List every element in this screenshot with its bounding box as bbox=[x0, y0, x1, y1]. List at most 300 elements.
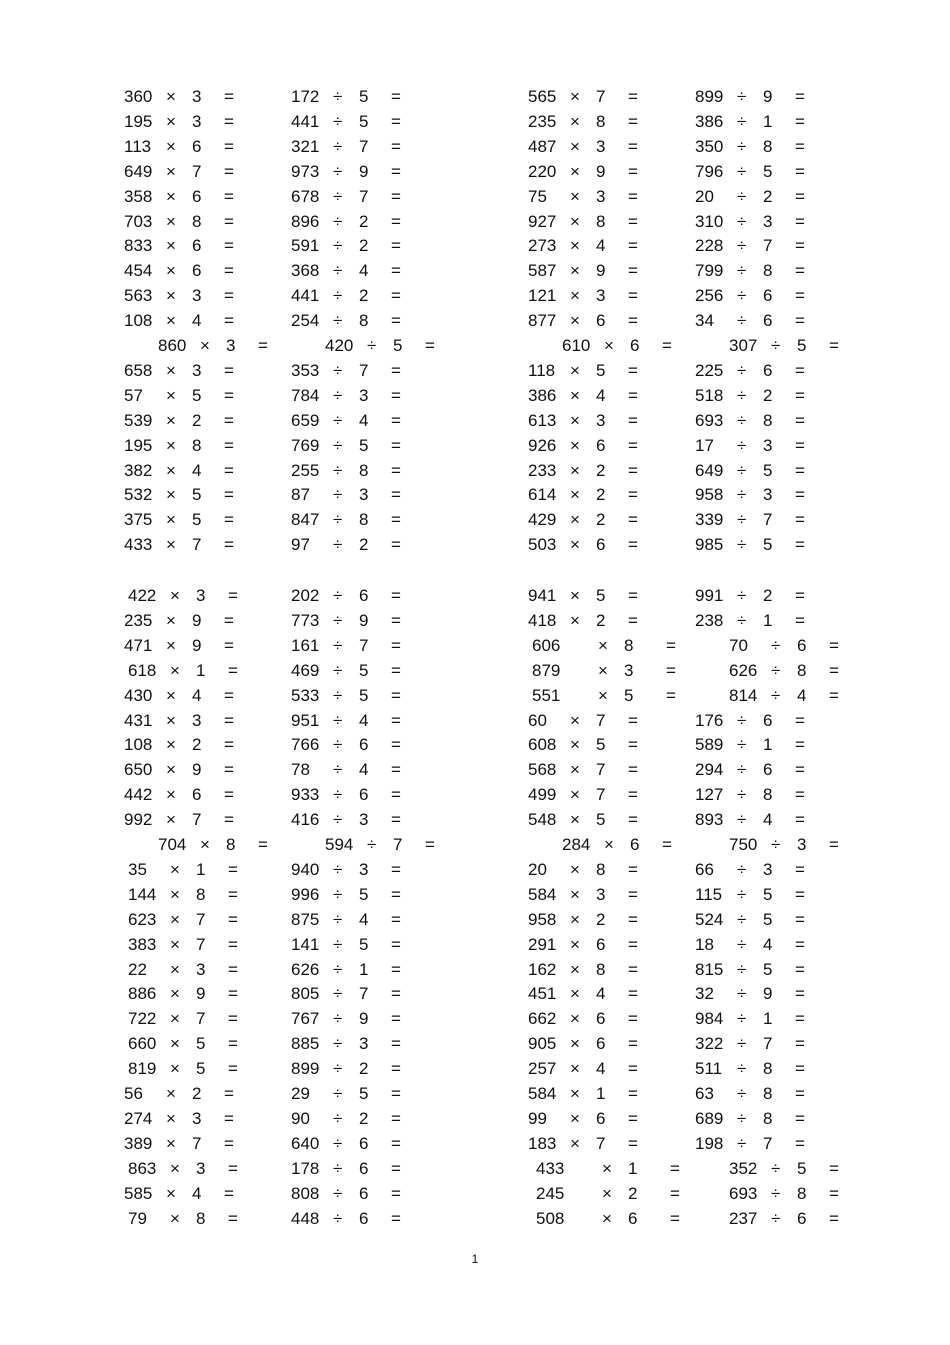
operator: ÷ bbox=[333, 635, 343, 655]
operator: ÷ bbox=[737, 760, 747, 780]
equals-sign: = bbox=[391, 460, 401, 480]
second-operand: 3 bbox=[192, 360, 202, 380]
first-operand: 127 bbox=[695, 785, 724, 805]
operator: ÷ bbox=[333, 586, 343, 605]
operator: × bbox=[200, 835, 210, 854]
equals-sign: = bbox=[224, 211, 234, 231]
first-operand: 860 bbox=[158, 336, 187, 355]
operator: × bbox=[200, 336, 210, 355]
first-operand: 905 bbox=[528, 1034, 557, 1054]
equals-sign: = bbox=[391, 586, 401, 605]
first-operand: 773 bbox=[291, 610, 320, 630]
equals-sign: = bbox=[391, 136, 401, 156]
second-operand: 6 bbox=[763, 710, 773, 730]
equals-sign: = bbox=[224, 610, 234, 630]
second-operand: 2 bbox=[596, 510, 606, 530]
first-operand: 649 bbox=[695, 460, 724, 480]
second-operand: 3 bbox=[192, 286, 202, 306]
first-operand: 941 bbox=[528, 586, 557, 605]
first-operand: 422 bbox=[128, 586, 157, 605]
second-operand: 6 bbox=[192, 785, 202, 805]
operator: × bbox=[166, 810, 176, 830]
second-operand: 8 bbox=[763, 785, 773, 805]
operator: × bbox=[166, 685, 176, 705]
equals-sign: = bbox=[795, 385, 805, 405]
equals-sign: = bbox=[224, 1183, 234, 1203]
first-operand: 35 bbox=[128, 859, 147, 879]
first-operand: 815 bbox=[695, 959, 724, 979]
second-operand: 1 bbox=[763, 735, 773, 755]
second-operand: 5 bbox=[596, 360, 606, 380]
second-operand: 4 bbox=[596, 385, 606, 405]
operator: × bbox=[570, 236, 580, 256]
operator: ÷ bbox=[737, 111, 747, 131]
second-operand: 6 bbox=[596, 1034, 606, 1054]
first-operand: 649 bbox=[124, 161, 153, 181]
first-operand: 951 bbox=[291, 710, 320, 730]
operator: ÷ bbox=[771, 1158, 781, 1178]
operator: ÷ bbox=[333, 485, 343, 505]
first-operand: 118 bbox=[528, 360, 556, 380]
operator: × bbox=[570, 535, 580, 555]
operator: × bbox=[598, 635, 608, 655]
second-operand: 8 bbox=[596, 111, 606, 131]
second-operand: 6 bbox=[630, 835, 640, 854]
operator: × bbox=[170, 1009, 180, 1029]
second-operand: 8 bbox=[596, 211, 606, 231]
second-operand: 6 bbox=[192, 186, 202, 206]
second-operand: 4 bbox=[192, 685, 202, 705]
first-operand: 17 bbox=[695, 435, 714, 455]
equals-sign: = bbox=[795, 186, 805, 206]
operator: ÷ bbox=[771, 835, 781, 854]
first-operand: 623 bbox=[128, 909, 157, 929]
equals-sign: = bbox=[795, 1108, 805, 1128]
equals-sign: = bbox=[391, 1208, 401, 1228]
second-operand: 5 bbox=[763, 460, 773, 480]
equals-sign: = bbox=[795, 884, 805, 904]
second-operand: 7 bbox=[196, 909, 206, 929]
second-operand: 5 bbox=[624, 685, 634, 705]
equals-sign: = bbox=[228, 660, 238, 680]
operator: × bbox=[570, 161, 580, 181]
equals-sign: = bbox=[795, 760, 805, 780]
equals-sign: = bbox=[425, 336, 435, 355]
first-operand: 585 bbox=[124, 1183, 153, 1203]
first-operand: 933 bbox=[291, 785, 320, 805]
first-operand: 608 bbox=[528, 735, 557, 755]
first-operand: 20 bbox=[695, 186, 714, 206]
first-operand: 927 bbox=[528, 211, 557, 231]
equals-sign: = bbox=[224, 435, 234, 455]
operator: ÷ bbox=[737, 1059, 747, 1079]
first-operand: 75 bbox=[528, 186, 547, 206]
first-operand: 863 bbox=[128, 1158, 157, 1178]
second-operand: 6 bbox=[763, 360, 773, 380]
second-operand: 3 bbox=[596, 410, 606, 430]
equals-sign: = bbox=[628, 211, 638, 231]
equals-sign: = bbox=[391, 360, 401, 380]
second-operand: 5 bbox=[359, 1084, 369, 1103]
first-operand: 291 bbox=[528, 934, 557, 954]
equals-sign: = bbox=[391, 635, 401, 655]
first-operand: 178 bbox=[291, 1158, 320, 1178]
second-operand: 6 bbox=[797, 1208, 807, 1228]
first-operand: 899 bbox=[695, 87, 724, 106]
operator: × bbox=[570, 460, 580, 480]
operator: ÷ bbox=[333, 1009, 343, 1029]
operator: × bbox=[602, 1158, 612, 1178]
equals-sign: = bbox=[795, 435, 805, 455]
equals-sign: = bbox=[829, 635, 839, 655]
operator: ÷ bbox=[333, 261, 343, 281]
second-operand: 6 bbox=[359, 785, 369, 805]
first-operand: 172 bbox=[291, 87, 320, 106]
operator: ÷ bbox=[333, 161, 343, 181]
second-operand: 3 bbox=[196, 586, 206, 605]
equals-sign: = bbox=[628, 186, 638, 206]
equals-sign: = bbox=[391, 1059, 401, 1079]
second-operand: 2 bbox=[359, 535, 369, 555]
first-operand: 20 bbox=[528, 859, 547, 879]
equals-sign: = bbox=[795, 1084, 805, 1103]
first-operand: 996 bbox=[291, 884, 320, 904]
equals-sign: = bbox=[224, 685, 234, 705]
first-operand: 307 bbox=[729, 336, 758, 355]
first-operand: 992 bbox=[124, 810, 153, 830]
operator: × bbox=[570, 984, 580, 1004]
equals-sign: = bbox=[628, 735, 638, 755]
second-operand: 6 bbox=[192, 261, 202, 281]
first-operand: 847 bbox=[291, 510, 320, 530]
first-operand: 750 bbox=[729, 835, 758, 854]
second-operand: 7 bbox=[763, 510, 773, 530]
second-operand: 9 bbox=[596, 161, 606, 181]
equals-sign: = bbox=[391, 186, 401, 206]
operator: × bbox=[570, 1059, 580, 1079]
second-operand: 4 bbox=[763, 934, 773, 954]
equals-sign: = bbox=[391, 1133, 401, 1153]
second-operand: 4 bbox=[192, 1183, 202, 1203]
operator: ÷ bbox=[333, 959, 343, 979]
equals-sign: = bbox=[628, 485, 638, 505]
second-operand: 8 bbox=[192, 435, 202, 455]
first-operand: 833 bbox=[124, 236, 153, 256]
operator: ÷ bbox=[333, 236, 343, 256]
first-operand: 225 bbox=[695, 360, 724, 380]
second-operand: 7 bbox=[359, 136, 369, 156]
first-operand: 416 bbox=[291, 810, 320, 830]
equals-sign: = bbox=[391, 236, 401, 256]
equals-sign: = bbox=[795, 87, 805, 106]
equals-sign: = bbox=[829, 1208, 839, 1228]
second-operand: 1 bbox=[763, 610, 773, 630]
equals-sign: = bbox=[224, 87, 234, 106]
operator: × bbox=[570, 859, 580, 879]
first-operand: 451 bbox=[528, 984, 557, 1004]
equals-sign: = bbox=[795, 859, 805, 879]
first-operand: 511 bbox=[695, 1059, 723, 1079]
second-operand: 7 bbox=[763, 1133, 773, 1153]
operator: × bbox=[166, 236, 176, 256]
first-operand: 433 bbox=[536, 1158, 565, 1178]
operator: × bbox=[166, 211, 176, 231]
operator: × bbox=[166, 435, 176, 455]
operator: × bbox=[170, 884, 180, 904]
second-operand: 3 bbox=[763, 859, 773, 879]
operator: ÷ bbox=[737, 934, 747, 954]
operator: ÷ bbox=[737, 810, 747, 830]
second-operand: 7 bbox=[393, 835, 403, 854]
equals-sign: = bbox=[628, 1133, 638, 1153]
operator: × bbox=[166, 510, 176, 530]
equals-sign: = bbox=[224, 1133, 234, 1153]
equals-sign: = bbox=[662, 835, 672, 854]
second-operand: 6 bbox=[596, 1108, 606, 1128]
first-operand: 382 bbox=[124, 460, 153, 480]
second-operand: 8 bbox=[196, 1208, 206, 1228]
second-operand: 6 bbox=[763, 760, 773, 780]
operator: × bbox=[602, 1183, 612, 1203]
equals-sign: = bbox=[391, 610, 401, 630]
first-operand: 183 bbox=[528, 1133, 557, 1153]
second-operand: 5 bbox=[763, 909, 773, 929]
operator: × bbox=[570, 385, 580, 405]
operator: × bbox=[570, 87, 580, 106]
equals-sign: = bbox=[670, 1208, 680, 1228]
first-operand: 533 bbox=[291, 685, 320, 705]
first-operand: 57 bbox=[124, 385, 143, 405]
first-operand: 161 bbox=[291, 635, 320, 655]
operator: ÷ bbox=[737, 1084, 747, 1103]
first-operand: 819 bbox=[128, 1059, 157, 1079]
operator: × bbox=[166, 311, 176, 331]
first-operand: 237 bbox=[729, 1208, 758, 1228]
equals-sign: = bbox=[228, 859, 238, 879]
first-operand: 90 bbox=[291, 1108, 310, 1128]
operator: ÷ bbox=[737, 909, 747, 929]
first-operand: 353 bbox=[291, 360, 320, 380]
first-operand: 273 bbox=[528, 236, 557, 256]
second-operand: 7 bbox=[196, 1009, 206, 1029]
second-operand: 5 bbox=[359, 111, 369, 131]
first-operand: 78 bbox=[291, 760, 310, 780]
second-operand: 3 bbox=[196, 1158, 206, 1178]
equals-sign: = bbox=[829, 1183, 839, 1203]
first-operand: 796 bbox=[695, 161, 724, 181]
operator: × bbox=[166, 410, 176, 430]
operator: × bbox=[166, 136, 176, 156]
operator: × bbox=[170, 586, 180, 605]
second-operand: 2 bbox=[359, 286, 369, 306]
equals-sign: = bbox=[628, 934, 638, 954]
operator: ÷ bbox=[737, 586, 747, 605]
operator: × bbox=[604, 835, 614, 854]
second-operand: 1 bbox=[196, 660, 206, 680]
operator: × bbox=[570, 884, 580, 904]
second-operand: 3 bbox=[763, 211, 773, 231]
equals-sign: = bbox=[795, 410, 805, 430]
second-operand: 4 bbox=[359, 710, 369, 730]
equals-sign: = bbox=[628, 111, 638, 131]
operator: × bbox=[170, 660, 180, 680]
second-operand: 3 bbox=[596, 186, 606, 206]
operator: ÷ bbox=[737, 1108, 747, 1128]
equals-sign: = bbox=[228, 1034, 238, 1054]
second-operand: 5 bbox=[596, 810, 606, 830]
first-operand: 79 bbox=[128, 1208, 147, 1228]
equals-sign: = bbox=[662, 336, 672, 355]
second-operand: 9 bbox=[596, 261, 606, 281]
second-operand: 5 bbox=[359, 87, 369, 106]
operator: × bbox=[166, 360, 176, 380]
second-operand: 5 bbox=[359, 884, 369, 904]
first-operand: 532 bbox=[124, 485, 153, 505]
operator: × bbox=[570, 760, 580, 780]
second-operand: 4 bbox=[359, 261, 369, 281]
equals-sign: = bbox=[829, 336, 839, 355]
equals-sign: = bbox=[391, 934, 401, 954]
second-operand: 2 bbox=[596, 610, 606, 630]
first-operand: 144 bbox=[128, 884, 157, 904]
equals-sign: = bbox=[391, 435, 401, 455]
operator: ÷ bbox=[333, 1084, 343, 1103]
second-operand: 5 bbox=[192, 510, 202, 530]
second-operand: 5 bbox=[797, 1158, 807, 1178]
equals-sign: = bbox=[795, 934, 805, 954]
operator: ÷ bbox=[333, 884, 343, 904]
second-operand: 9 bbox=[359, 161, 369, 181]
second-operand: 4 bbox=[359, 760, 369, 780]
operator: ÷ bbox=[333, 286, 343, 306]
equals-sign: = bbox=[628, 810, 638, 830]
second-operand: 6 bbox=[596, 311, 606, 331]
operator: ÷ bbox=[333, 1158, 343, 1178]
first-operand: 879 bbox=[532, 660, 561, 680]
operator: × bbox=[602, 1208, 612, 1228]
equals-sign: = bbox=[391, 211, 401, 231]
second-operand: 3 bbox=[763, 485, 773, 505]
operator: × bbox=[166, 785, 176, 805]
operator: × bbox=[166, 1133, 176, 1153]
first-operand: 97 bbox=[291, 535, 310, 555]
first-operand: 256 bbox=[695, 286, 724, 306]
first-operand: 360 bbox=[124, 87, 153, 106]
second-operand: 6 bbox=[192, 136, 202, 156]
first-operand: 487 bbox=[528, 136, 557, 156]
operator: × bbox=[570, 934, 580, 954]
second-operand: 8 bbox=[763, 1084, 773, 1103]
operator: ÷ bbox=[333, 87, 343, 106]
first-operand: 689 bbox=[695, 1108, 724, 1128]
equals-sign: = bbox=[228, 959, 238, 979]
second-operand: 1 bbox=[196, 859, 206, 879]
operator: × bbox=[570, 111, 580, 131]
first-operand: 808 bbox=[291, 1183, 320, 1203]
first-operand: 618 bbox=[128, 660, 157, 680]
second-operand: 8 bbox=[763, 410, 773, 430]
operator: × bbox=[570, 610, 580, 630]
first-operand: 614 bbox=[528, 485, 557, 505]
second-operand: 3 bbox=[763, 435, 773, 455]
second-operand: 5 bbox=[596, 586, 606, 605]
second-operand: 8 bbox=[596, 959, 606, 979]
equals-sign: = bbox=[391, 810, 401, 830]
equals-sign: = bbox=[628, 286, 638, 306]
equals-sign: = bbox=[391, 385, 401, 405]
first-operand: 471 bbox=[124, 635, 153, 655]
first-operand: 22 bbox=[128, 959, 147, 979]
first-operand: 985 bbox=[695, 535, 724, 555]
first-operand: 896 bbox=[291, 211, 320, 231]
operator: × bbox=[570, 710, 580, 730]
equals-sign: = bbox=[258, 835, 268, 854]
operator: × bbox=[166, 186, 176, 206]
operator: ÷ bbox=[737, 984, 747, 1004]
second-operand: 7 bbox=[192, 535, 202, 555]
equals-sign: = bbox=[391, 311, 401, 331]
operator: × bbox=[166, 735, 176, 755]
operator: × bbox=[166, 460, 176, 480]
operator: ÷ bbox=[737, 610, 747, 630]
second-operand: 6 bbox=[630, 336, 640, 355]
first-operand: 430 bbox=[124, 685, 153, 705]
first-operand: 202 bbox=[291, 586, 320, 605]
first-operand: 70 bbox=[729, 635, 748, 655]
first-operand: 704 bbox=[158, 835, 187, 854]
second-operand: 3 bbox=[596, 884, 606, 904]
equals-sign: = bbox=[228, 1059, 238, 1079]
equals-sign: = bbox=[628, 610, 638, 630]
operator: ÷ bbox=[737, 186, 747, 206]
equals-sign: = bbox=[628, 435, 638, 455]
second-operand: 8 bbox=[797, 660, 807, 680]
operator: ÷ bbox=[771, 336, 781, 355]
equals-sign: = bbox=[628, 760, 638, 780]
equals-sign: = bbox=[391, 1034, 401, 1054]
second-operand: 4 bbox=[596, 236, 606, 256]
first-operand: 431 bbox=[124, 710, 153, 730]
second-operand: 5 bbox=[763, 535, 773, 555]
operator: × bbox=[570, 785, 580, 805]
equals-sign: = bbox=[795, 286, 805, 306]
operator: ÷ bbox=[333, 610, 343, 630]
equals-sign: = bbox=[391, 685, 401, 705]
operator: × bbox=[166, 1183, 176, 1203]
second-operand: 8 bbox=[359, 510, 369, 530]
operator: ÷ bbox=[737, 87, 747, 106]
equals-sign: = bbox=[228, 1158, 238, 1178]
operator: × bbox=[170, 1034, 180, 1054]
second-operand: 5 bbox=[196, 1059, 206, 1079]
operator: ÷ bbox=[333, 311, 343, 331]
first-operand: 591 bbox=[291, 236, 320, 256]
operator: ÷ bbox=[333, 1108, 343, 1128]
equals-sign: = bbox=[391, 984, 401, 1004]
equals-sign: = bbox=[224, 760, 234, 780]
second-operand: 2 bbox=[359, 211, 369, 231]
second-operand: 8 bbox=[596, 859, 606, 879]
second-operand: 9 bbox=[763, 984, 773, 1004]
operator: ÷ bbox=[737, 535, 747, 555]
first-operand: 885 bbox=[291, 1034, 320, 1054]
operator: ÷ bbox=[333, 510, 343, 530]
equals-sign: = bbox=[670, 1158, 680, 1178]
equals-sign: = bbox=[628, 410, 638, 430]
second-operand: 3 bbox=[192, 111, 202, 131]
operator: × bbox=[166, 535, 176, 555]
operator: ÷ bbox=[737, 385, 747, 405]
